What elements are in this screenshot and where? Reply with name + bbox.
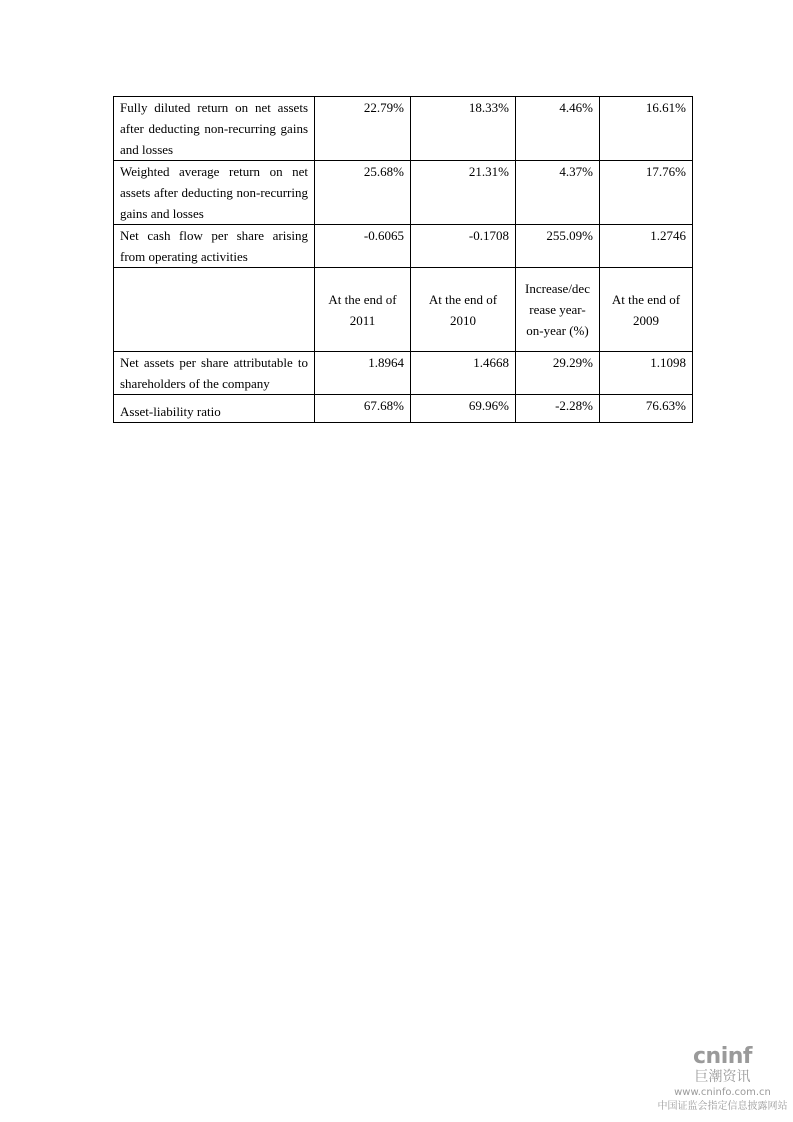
row-label: Weighted average return on net assets after deducting non-recurring gains and losses <box>114 161 315 225</box>
cell: 1.4668 <box>411 352 516 395</box>
row-label: Net cash flow per share arising from operating activities <box>114 225 315 268</box>
cell: 76.63% <box>600 395 693 423</box>
brand-url: www.cninfo.com.cn <box>674 1087 771 1098</box>
cell: 18.33% <box>411 97 516 161</box>
empty-cell <box>114 268 315 352</box>
table-header-row <box>114 268 693 352</box>
brand-tagline: 中国证监会指定信息披露网站 <box>657 1101 788 1112</box>
row-label: Fully diluted return on net assets after deducting non-recurring gains and losses <box>114 97 315 161</box>
cell: -2.28% <box>516 395 600 423</box>
cell: 67.68% <box>315 395 411 423</box>
column-header: Increase/dec rease year-on-year (%) <box>516 268 600 352</box>
cell: 29.29% <box>516 352 600 395</box>
cell: 1.8964 <box>315 352 411 395</box>
table-row <box>114 161 693 225</box>
cell: 4.46% <box>516 97 600 161</box>
cell: 4.37% <box>516 161 600 225</box>
cell: 21.31% <box>411 161 516 225</box>
table-row <box>114 395 693 423</box>
cell: 255.09% <box>516 225 600 268</box>
cninfo-watermark <box>655 1045 790 1113</box>
cell: 25.68% <box>315 161 411 225</box>
cell: 69.96% <box>411 395 516 423</box>
table-row <box>114 97 693 161</box>
column-header: At the end of 2010 <box>411 268 516 352</box>
row-label: Asset-liability ratio <box>114 395 315 423</box>
column-header: At the end of 2011 <box>315 268 411 352</box>
brand-logo: cninf <box>693 1044 752 1069</box>
brand-name-cn: 巨潮资讯 <box>694 1069 751 1085</box>
cell: -0.6065 <box>315 225 411 268</box>
cell: 22.79% <box>315 97 411 161</box>
column-header: At the end of 2009 <box>600 268 693 352</box>
table-row <box>114 352 693 395</box>
cell: 1.2746 <box>600 225 693 268</box>
financial-indicators-table <box>113 96 693 423</box>
table-row <box>114 225 693 268</box>
cell: -0.1708 <box>411 225 516 268</box>
cell: 17.76% <box>600 161 693 225</box>
row-label: Net assets per share attributable to shareholders of the company <box>114 352 315 395</box>
cell: 1.1098 <box>600 352 693 395</box>
cell: 16.61% <box>600 97 693 161</box>
